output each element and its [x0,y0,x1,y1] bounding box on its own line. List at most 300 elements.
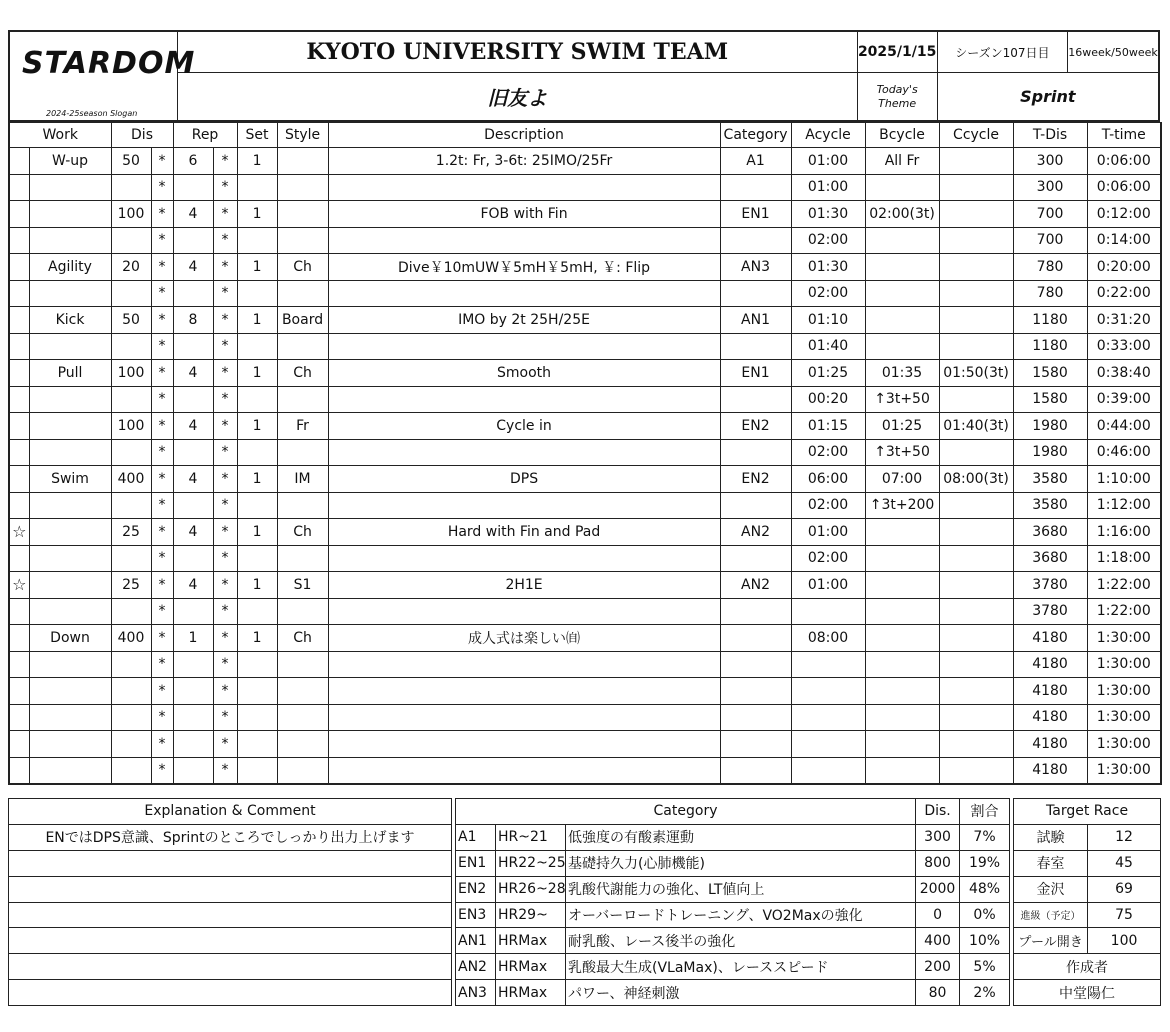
header-table [8,30,1160,122]
repetitions: 4 [173,466,213,493]
total-distance: 300 [1013,148,1087,175]
description: Cycle in [328,413,720,440]
times-sign: * [213,307,237,334]
stroke-style [277,227,328,254]
total-time: 0:06:00 [1087,174,1161,201]
total-time: 0:39:00 [1087,386,1161,413]
workout-row [9,492,1161,519]
sets: 1 [237,254,277,281]
star-marker [9,360,29,387]
distance: 100 [111,413,151,440]
total-time: 1:30:00 [1087,678,1161,705]
category-code: EN3 [456,902,496,928]
target-race-name: プール開き [1014,928,1088,954]
c-cycle [939,148,1013,175]
b-cycle [865,254,939,281]
star-marker [9,492,29,519]
category-pct: 5% [960,954,1010,980]
col-description: Description [328,123,720,148]
explanation-title: Explanation & Comment [9,799,452,825]
stroke-style: S1 [277,572,328,599]
category-hr: HR26~28 [496,876,566,902]
category-pct: 0% [960,902,1010,928]
stroke-style [277,731,328,758]
workout-row [9,519,1161,546]
category-code [720,625,791,652]
distance [111,333,151,360]
c-cycle [939,545,1013,572]
total-distance: 4180 [1013,757,1087,784]
star-marker [9,545,29,572]
stroke-style: IM [277,466,328,493]
target-race-days: 75 [1088,902,1161,928]
category-pct: 10% [960,928,1010,954]
workout-row [9,704,1161,731]
distance: 25 [111,572,151,599]
total-distance: 4180 [1013,731,1087,758]
category-desc: 乳酸最大生成(VLaMax)、レーススピード [566,954,916,980]
work-label: Kick [29,307,111,334]
times-sign: * [151,439,173,466]
times-sign: * [151,254,173,281]
star-marker [9,731,29,758]
slogan-label: 2024-25season Slogan [46,109,138,118]
a-cycle: 02:00 [791,227,865,254]
distance [111,545,151,572]
sets [237,678,277,705]
a-cycle: 01:30 [791,201,865,228]
total-time: 1:12:00 [1087,492,1161,519]
times-sign: * [213,757,237,784]
star-marker [9,201,29,228]
category-hr: HRMax [496,954,566,980]
work-label [29,386,111,413]
a-cycle: 08:00 [791,625,865,652]
total-distance: 1980 [1013,413,1087,440]
total-time: 0:14:00 [1087,227,1161,254]
explanation-blank [9,850,452,876]
category-hr: HR29~ [496,902,566,928]
description: Hard with Fin and Pad [328,519,720,546]
repetitions [173,704,213,731]
distance [111,678,151,705]
b-cycle: 02:00(3t) [865,201,939,228]
total-distance: 4180 [1013,651,1087,678]
explanation-blank [9,902,452,928]
repetitions: 4 [173,201,213,228]
total-time: 1:30:00 [1087,651,1161,678]
category-desc: 耐乳酸、レース後半の強化 [566,928,916,954]
times-sign: * [213,545,237,572]
times-sign: * [151,413,173,440]
sets [237,651,277,678]
col-set: Set [237,123,277,148]
c-cycle [939,519,1013,546]
distance: 20 [111,254,151,281]
times-sign: * [151,598,173,625]
total-distance: 4180 [1013,625,1087,652]
category-code: EN1 [720,360,791,387]
repetitions: 4 [173,519,213,546]
b-cycle: ↑3t+50 [865,439,939,466]
sets [237,280,277,307]
category-code: AN1 [720,307,791,334]
times-sign: * [151,731,173,758]
total-distance: 780 [1013,280,1087,307]
category-code [720,227,791,254]
distance [111,492,151,519]
b-cycle: 07:00 [865,466,939,493]
category-hr: HRMax [496,928,566,954]
explanation-blank [9,876,452,902]
times-sign: * [151,386,173,413]
total-distance: 3580 [1013,466,1087,493]
star-marker: ☆ [9,572,29,599]
total-distance: 300 [1013,174,1087,201]
workout-row [9,201,1161,228]
times-sign: * [151,704,173,731]
a-cycle: 01:00 [791,148,865,175]
sets [237,227,277,254]
category-dis: 200 [916,954,960,980]
c-cycle [939,625,1013,652]
repetitions: 4 [173,413,213,440]
a-cycle [791,678,865,705]
times-sign: * [151,757,173,784]
times-sign: * [213,492,237,519]
summary-row [9,902,1161,928]
times-sign: * [213,280,237,307]
distance [111,757,151,784]
col-dis: Dis [111,123,173,148]
c-cycle [939,386,1013,413]
stroke-style [277,174,328,201]
workout-row [9,254,1161,281]
col-work: Work [9,123,111,148]
times-sign: * [151,625,173,652]
category-pct: 48% [960,876,1010,902]
a-cycle: 02:00 [791,439,865,466]
total-distance: 3780 [1013,598,1087,625]
work-label [29,201,111,228]
category-pct: 2% [960,980,1010,1006]
workout-row [9,678,1161,705]
total-distance: 3680 [1013,519,1087,546]
sets [237,598,277,625]
repetitions [173,227,213,254]
category-code [720,704,791,731]
category-code [720,492,791,519]
a-cycle: 06:00 [791,466,865,493]
repetitions [173,545,213,572]
workout-row [9,545,1161,572]
repetitions: 1 [173,625,213,652]
swim-menu-sheet [8,30,1160,785]
description [328,704,720,731]
category-desc: 低強度の有酸素運動 [566,824,916,850]
season-day: シーズン107日目 [937,31,1067,73]
b-cycle: 01:25 [865,413,939,440]
stroke-style: Ch [277,360,328,387]
work-label [29,174,111,201]
times-sign: * [213,333,237,360]
repetitions [173,280,213,307]
work-label [29,492,111,519]
times-sign: * [151,174,173,201]
category-hr: HR22~25 [496,850,566,876]
sets: 1 [237,413,277,440]
star-marker [9,148,29,175]
sets: 1 [237,307,277,334]
category-code: AN2 [456,954,496,980]
stroke-style [277,704,328,731]
star-marker [9,439,29,466]
times-sign: * [213,413,237,440]
repetitions: 4 [173,572,213,599]
repetitions: 8 [173,307,213,334]
times-sign: * [151,651,173,678]
stroke-style [277,439,328,466]
times-sign: * [151,201,173,228]
b-cycle [865,545,939,572]
sets: 1 [237,148,277,175]
stroke-style [277,651,328,678]
category-dis: 0 [916,902,960,928]
b-cycle [865,625,939,652]
category-dis-label: Dis. [916,799,960,825]
work-label [29,704,111,731]
category-code: A1 [720,148,791,175]
a-cycle: 01:25 [791,360,865,387]
sets: 1 [237,466,277,493]
category-code [720,598,791,625]
times-sign: * [213,227,237,254]
distance [111,280,151,307]
b-cycle [865,572,939,599]
total-distance: 1180 [1013,333,1087,360]
times-sign: * [213,148,237,175]
b-cycle [865,731,939,758]
workout-row [9,625,1161,652]
explanation-blank [9,928,452,954]
distance: 100 [111,201,151,228]
work-label [29,757,111,784]
times-sign: * [151,227,173,254]
b-cycle: ↑3t+200 [865,492,939,519]
total-distance: 4180 [1013,678,1087,705]
category-hr: HR~21 [496,824,566,850]
workout-row [9,598,1161,625]
distance [111,439,151,466]
total-time: 0:31:20 [1087,307,1161,334]
category-code [720,678,791,705]
total-time: 0:33:00 [1087,333,1161,360]
stroke-style [277,678,328,705]
repetitions [173,492,213,519]
description: FOB with Fin [328,201,720,228]
work-label [29,731,111,758]
star-marker [9,280,29,307]
work-label [29,651,111,678]
star-marker: ☆ [9,519,29,546]
workout-row [9,731,1161,758]
work-label [29,280,111,307]
sets [237,492,277,519]
times-sign: * [151,280,173,307]
category-ratio-label: 割合 [960,799,1010,825]
times-sign: * [151,360,173,387]
category-dis: 400 [916,928,960,954]
team-logo: STARDOM [22,46,196,81]
total-distance: 1180 [1013,307,1087,334]
col-bcycle: Bcycle [865,123,939,148]
target-race-days: 69 [1088,876,1161,902]
author-name: 中堂陽仁 [1014,980,1161,1006]
description: DPS [328,466,720,493]
category-dis: 800 [916,850,960,876]
col-ttime: T-time [1087,123,1161,148]
b-cycle [865,307,939,334]
team-name: KYOTO UNIVERSITY SWIM TEAM [177,31,857,73]
b-cycle: 01:35 [865,360,939,387]
category-title: Category [456,799,916,825]
work-label [29,598,111,625]
total-time: 0:20:00 [1087,254,1161,281]
description [328,280,720,307]
stroke-style [277,598,328,625]
work-label [29,545,111,572]
category-desc: パワー、神経刺激 [566,980,916,1006]
category-code: AN1 [456,928,496,954]
sets [237,545,277,572]
distance [111,598,151,625]
times-sign: * [213,174,237,201]
times-sign: * [213,731,237,758]
c-cycle [939,333,1013,360]
c-cycle [939,731,1013,758]
total-distance: 1580 [1013,360,1087,387]
stroke-style: Ch [277,625,328,652]
description [328,598,720,625]
stroke-style: Ch [277,254,328,281]
stroke-style [277,545,328,572]
today-theme: Sprint [937,73,1159,121]
times-sign: * [151,492,173,519]
category-code [720,545,791,572]
star-marker [9,227,29,254]
author-label: 作成者 [1014,954,1161,980]
times-sign: * [151,333,173,360]
workout-row [9,572,1161,599]
category-pct: 7% [960,824,1010,850]
a-cycle: 02:00 [791,492,865,519]
b-cycle [865,519,939,546]
total-distance: 780 [1013,254,1087,281]
work-label [29,413,111,440]
c-cycle: 08:00(3t) [939,466,1013,493]
workout-row [9,307,1161,334]
times-sign: * [213,598,237,625]
workout-row [9,386,1161,413]
star-marker [9,307,29,334]
repetitions [173,651,213,678]
target-race-days: 12 [1088,824,1161,850]
sets: 1 [237,360,277,387]
category-code [720,731,791,758]
category-dis: 80 [916,980,960,1006]
workout-row [9,227,1161,254]
times-sign: * [213,678,237,705]
description [328,227,720,254]
total-distance: 4180 [1013,704,1087,731]
description [328,174,720,201]
c-cycle: 01:40(3t) [939,413,1013,440]
category-code: A1 [456,824,496,850]
explanation-blank [9,980,452,1006]
category-code: AN3 [720,254,791,281]
total-distance: 700 [1013,201,1087,228]
total-time: 1:10:00 [1087,466,1161,493]
category-desc: 乳酸代謝能力の強化、LT値向上 [566,876,916,902]
b-cycle: ↑3t+50 [865,386,939,413]
logo-cell [9,31,196,121]
summary-row [9,980,1161,1006]
work-label: W-up [29,148,111,175]
total-time: 0:38:40 [1087,360,1161,387]
a-cycle: 01:00 [791,572,865,599]
workout-row [9,413,1161,440]
repetitions [173,598,213,625]
b-cycle [865,651,939,678]
description: 成人式は楽しい㉂ [328,625,720,652]
workout-row [9,280,1161,307]
a-cycle: 01:00 [791,174,865,201]
sets [237,439,277,466]
a-cycle: 00:20 [791,386,865,413]
c-cycle: 01:50(3t) [939,360,1013,387]
a-cycle: 02:00 [791,280,865,307]
category-desc: 基礎持久力(心肺機能) [566,850,916,876]
a-cycle [791,598,865,625]
c-cycle [939,492,1013,519]
star-marker [9,466,29,493]
target-race-name: 進級（予定） [1014,902,1088,928]
col-category: Category [720,123,791,148]
repetitions [173,439,213,466]
sets [237,731,277,758]
category-code [720,757,791,784]
a-cycle [791,704,865,731]
times-sign: * [213,625,237,652]
summary-row [9,928,1161,954]
sets: 1 [237,201,277,228]
target-race-days: 45 [1088,850,1161,876]
repetitions [173,678,213,705]
week-count: 16week/50week [1068,31,1159,73]
total-time: 1:22:00 [1087,572,1161,599]
category-code: AN2 [720,572,791,599]
col-tdis: T-Dis [1013,123,1087,148]
description: 2H1E [328,572,720,599]
description [328,678,720,705]
workout-row [9,466,1161,493]
distance [111,731,151,758]
summary-row [9,850,1161,876]
category-code [720,386,791,413]
total-time: 1:22:00 [1087,598,1161,625]
explanation-blank [9,954,452,980]
stroke-style [277,757,328,784]
